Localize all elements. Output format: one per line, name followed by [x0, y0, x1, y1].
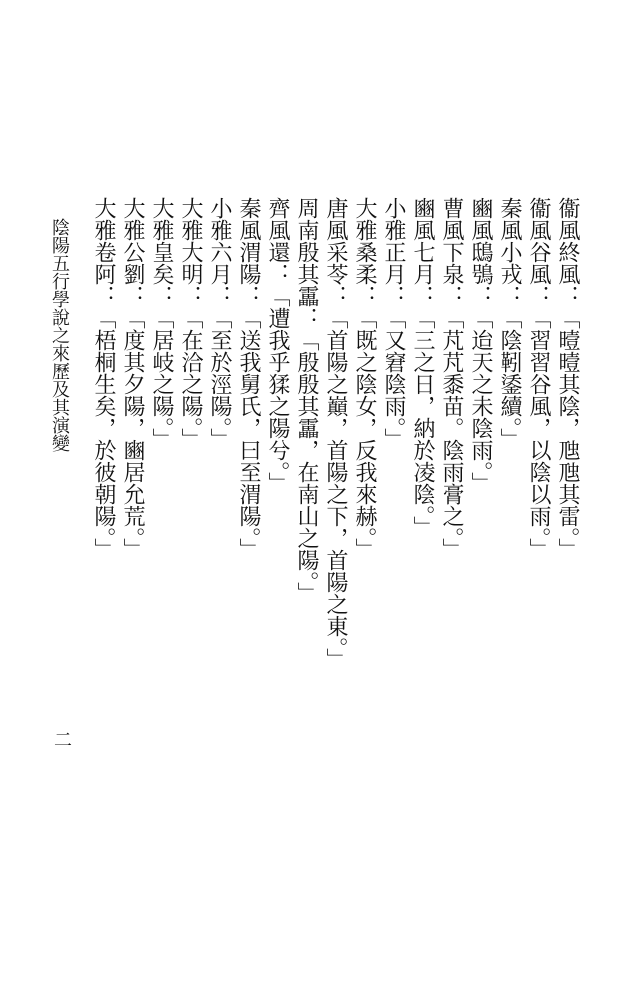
verse-line: 齊風還：「遭我乎猱之陽兮。」 — [265, 197, 290, 494]
verse-line: 小雅六月：「至於涇陽。」 — [207, 197, 232, 450]
verse-line: 大雅桑柔：「既之陰女，反我來赫。」 — [352, 197, 377, 560]
page-number: 二 — [51, 730, 72, 748]
verse-line: 大雅大明：「在洽之陽。」 — [178, 197, 203, 450]
verse-line: 秦風小戎：「陰靷鋈續。」 — [497, 197, 522, 450]
verse-line: 豳風七月：「三之日，納於凌陰。」 — [410, 197, 435, 538]
verse-line: 周南殷其靁：「殷殷其靁，在南山之陽。」 — [294, 197, 319, 604]
verse-column-block — [89, 197, 582, 670]
verse-line: 曹風下泉：「芃芃黍苗。陰雨膏之。」 — [439, 197, 464, 560]
verse-line: 大雅卷阿：「梧桐生矣，於彼朝陽。」 — [91, 197, 116, 560]
verse-line: 秦風渭陽：「送我舅氏，曰至渭陽。」 — [236, 197, 261, 560]
verse-line: 唐風采苓：「首陽之巔，首陽之下，首陽之東。」 — [323, 197, 348, 670]
verse-line: 衞風谷風：「習習谷風，以陰以雨。」 — [526, 197, 551, 560]
verse-line: 大雅公劉：「度其夕陽，豳居允荒。」 — [120, 197, 145, 560]
verse-line: 衞風終風：「曀曀其陰，虺虺其雷。」 — [555, 197, 580, 560]
verse-line: 小雅正月：「又窘陰雨。」 — [381, 197, 406, 450]
running-header: 陰陽五行學說之來歷及其演變 — [49, 218, 70, 452]
verse-line: 豳風鴟鴞：「迨天之未陰雨。」 — [468, 197, 493, 494]
verse-line: 大雅皇矣：「居岐之陽。」 — [149, 197, 174, 450]
